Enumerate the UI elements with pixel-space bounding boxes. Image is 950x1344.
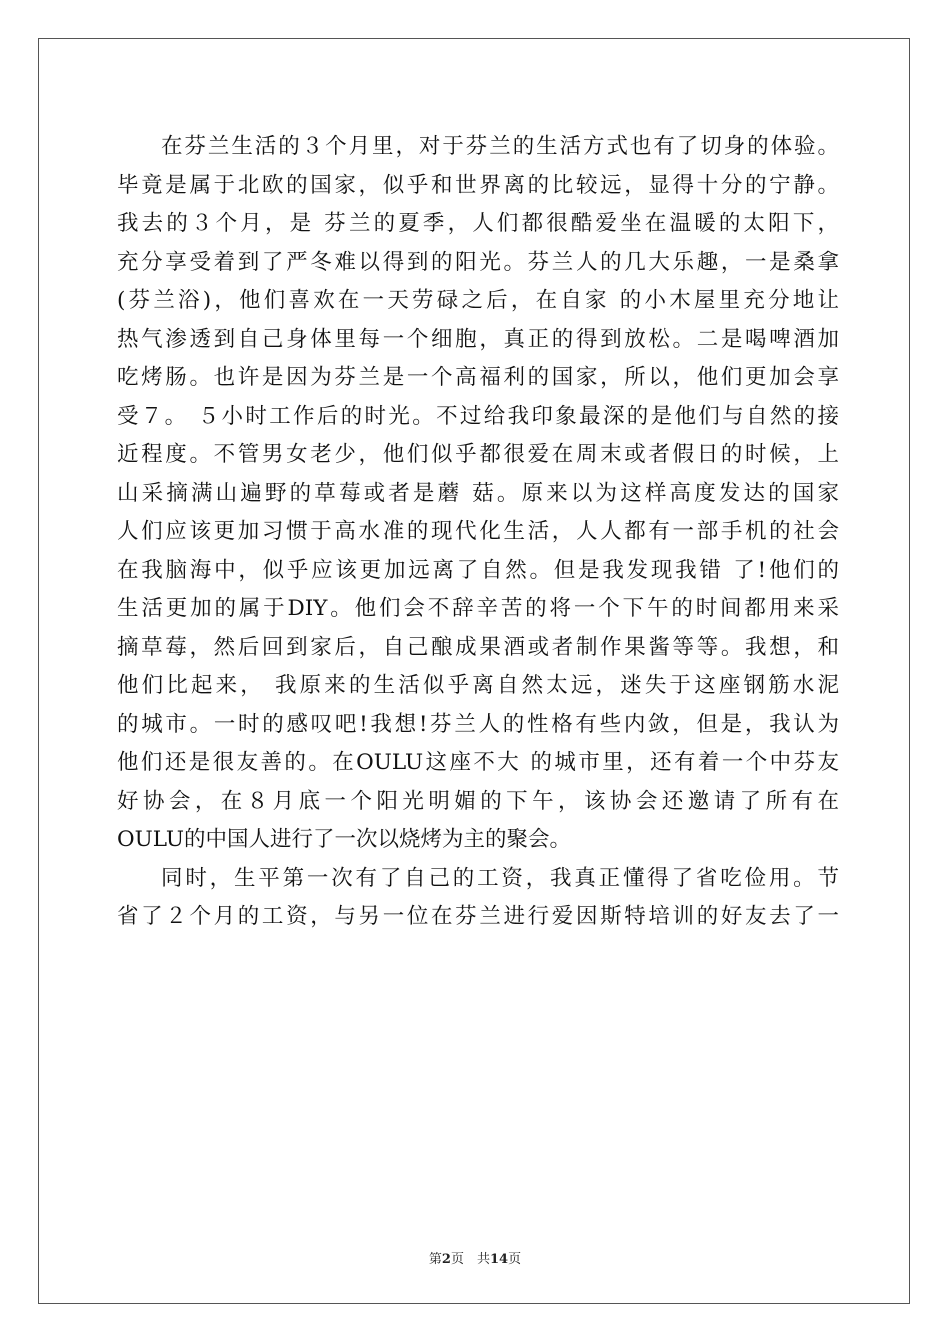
text-line: 山采摘满山遍野的草莓或者是蘑 菇。原来以为这样高度发达的国家 [117, 480, 839, 506]
page-suffix: 页 [508, 1252, 522, 1267]
text-line: 省了２个月的工资，与另一位在芬兰进行爱因斯特培训的好友去了一 [117, 904, 839, 929]
current-page-number: 2 [441, 1252, 451, 1267]
text-line: 他们还是很友善的。在OULU这座不大 的城市里，还有着一个中芬友 [117, 750, 839, 775]
text-line: 他们比起来， 我原来的生活似乎离自然太远，迷失于这座钢筋水泥 [117, 673, 839, 698]
page-footer [0, 1248, 950, 1267]
text-line: 充分享受着到了严冬难以得到的阳光。芬兰人的几大乐趣，一是桑拿 [117, 249, 839, 275]
text-line: 近程度。不管男女老少，他们似乎都很爱在周末或者假日的时候，上 [117, 442, 839, 467]
text-line: 好协会，在８月底一个阳光明媚的下午，该协会还邀请了所有在 [117, 788, 839, 814]
text-line: 在我脑海中，似乎应该更加远离了自然。但是我发现我错 了!他们的 [117, 557, 839, 583]
text-line: 生活更加的属于DIY。他们会不辞辛苦的将一个下午的时间都用来采 [117, 596, 839, 621]
text-line: 同时，生平第一次有了自己的工资，我真正懂得了省吃俭用。节 [161, 865, 839, 891]
page-prefix: 第 [428, 1252, 442, 1267]
text-line: 摘草莓，然后回到家后，自己酿成果酒或者制作果酱等等。我想，和 [117, 634, 839, 660]
text-line: 在芬兰生活的３个月里，对于芬兰的生活方式也有了切身的体验。 [161, 134, 839, 159]
text-line: 热气渗透到自己身体里每一个细胞，真正的得到放松。二是喝啤酒加 [117, 326, 839, 352]
text-line: 受７。 ５小时工作后的时光。不过给我印象最深的是他们与自然的接 [117, 403, 839, 429]
text-line: 吃烤肠。也许是因为芬兰是一个高福利的国家，所以，他们更加会享 [117, 365, 839, 390]
document-body [117, 128, 839, 937]
text-line: 人们应该更加习惯于高水准的现代化生活，人人都有一部手机的社会 [117, 519, 839, 544]
text-line: 毕竟是属于北欧的国家，似乎和世界离的比较远，显得十分的宁静。 [117, 172, 839, 198]
text-line: 的城市。一时的感叹吧!我想!芬兰人的性格有些内敛，但是，我认为 [117, 711, 839, 737]
page-mid: 页 共 [450, 1252, 490, 1267]
text-line: (芬兰浴)，他们喜欢在一天劳碌之后，在自家 的小木屋里充分地让 [117, 288, 839, 313]
text-line: OULU的中国人进行了一次以烧烤为主的聚会。 [117, 827, 571, 852]
total-page-number: 14 [489, 1252, 509, 1267]
text-line: 我去的３个月，是 芬兰的夏季，人们都很酷爱坐在温暖的太阳下， [117, 211, 839, 236]
